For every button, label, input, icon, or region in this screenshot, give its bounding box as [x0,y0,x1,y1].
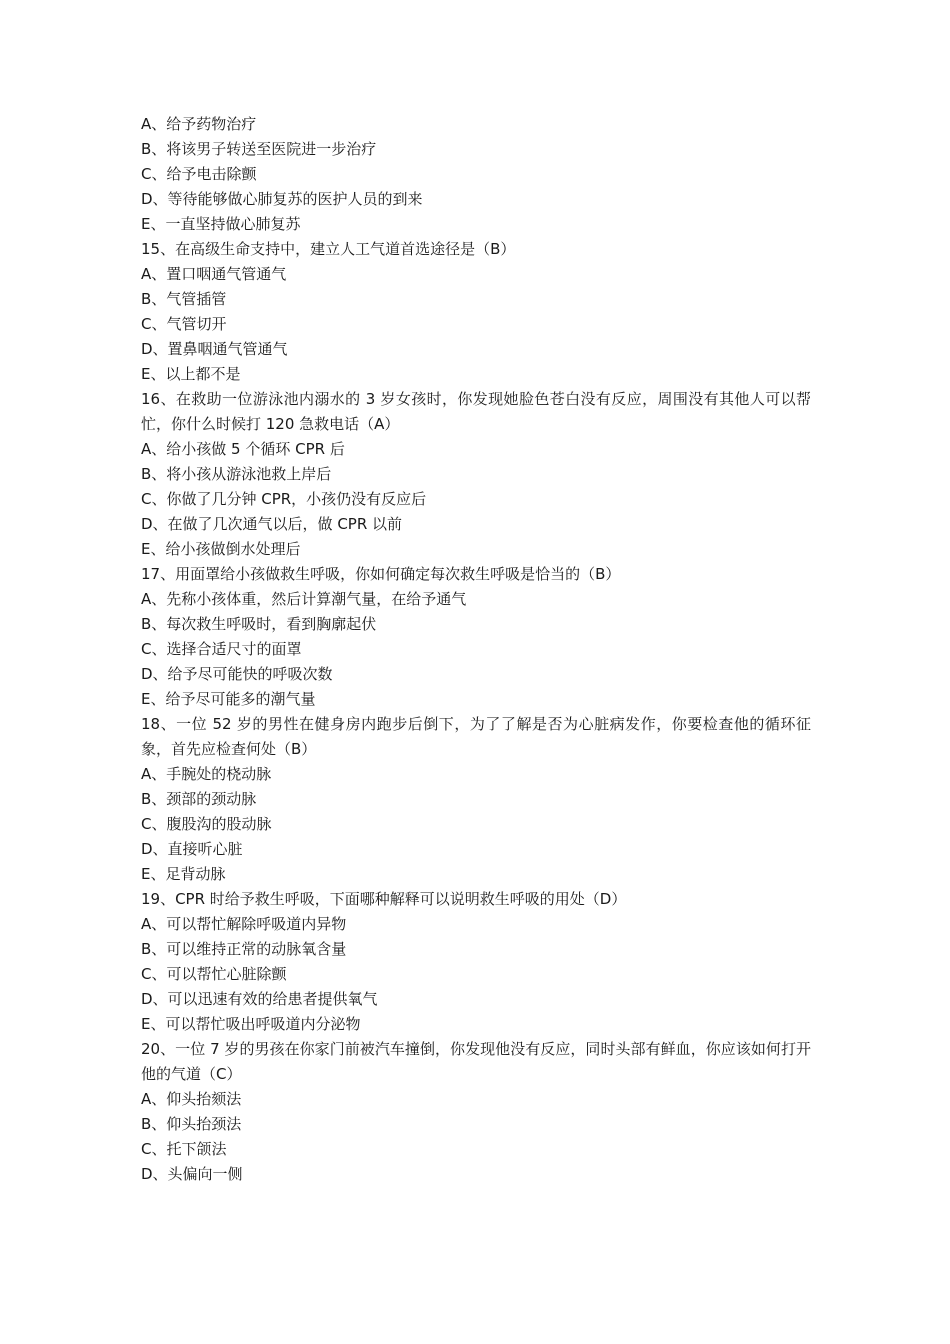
document-page [141,112,811,1187]
document-line: A、仰头抬颏法 [141,1090,242,1108]
document-line: A、置口咽通气管通气 [141,265,287,283]
document-line: C、选择合适尺寸的面罩 [141,640,302,658]
question-text: 20、一位 7 岁的男孩在你家门前被汽车撞倒，你发现他没有反应，同时头部有鲜血，你应该如何打开他的气道（C） [141,1040,811,1083]
document-line: C、托下颌法 [141,1140,227,1158]
question-text: 16、在救助一位游泳池内溺水的 3 岁女孩时，你发现她脸色苍白没有反应，周围没有其他人可以帮忙，你什么时候打 120 急救电话（A） [141,390,811,433]
document-line: A、可以帮忙解除呼吸道内异物 [141,915,347,933]
document-line: C、给予电击除颤 [141,165,257,183]
document-line: A、给小孩做 5 个循环 CPR 后 [141,440,345,458]
document-line: D、在做了几次通气以后，做 CPR 以前 [141,515,403,533]
document-line: 17、用面罩给小孩做救生呼吸，你如何确定每次救生呼吸是恰当的（B） [141,565,621,583]
document-line: A、先称小孩体重，然后计算潮气量，在给予通气 [141,590,467,608]
document-line: B、气管插管 [141,290,227,308]
document-line: D、可以迅速有效的给患者提供氧气 [141,990,378,1008]
document-line: B、仰头抬颈法 [141,1115,242,1133]
document-line: A、给予药物治疗 [141,115,257,133]
document-line: B、将小孩从游泳池救上岸后 [141,465,332,483]
document-line: E、以上都不是 [141,365,241,383]
document-line: E、给予尽可能多的潮气量 [141,690,316,708]
document-line: 19、CPR 时给予救生呼吸，下面哪种解释可以说明救生呼吸的用处（D） [141,890,627,908]
document-line: A、手腕处的桡动脉 [141,765,272,783]
document-line: E、给小孩做倒水处理后 [141,540,301,558]
document-line: E、足背动脉 [141,865,226,883]
document-line: C、可以帮忙心脏除颤 [141,965,287,983]
question-text: 18、一位 52 岁的男性在健身房内跑步后倒下，为了了解是否为心脏病发作，你要检查他的循环征象，首先应检查何处（B） [141,715,811,758]
document-line: E、一直坚持做心肺复苏 [141,215,301,233]
document-line: C、气管切开 [141,315,227,333]
document-line: E、可以帮忙吸出呼吸道内分泌物 [141,1015,361,1033]
document-line: D、头偏向一侧 [141,1165,243,1183]
document-line: D、等待能够做心肺复苏的医护人员的到来 [141,190,423,208]
document-line: 15、在高级生命支持中，建立人工气道首选途径是（B） [141,240,516,258]
document-line: D、给予尽可能快的呼吸次数 [141,665,333,683]
document-line: B、将该男子转送至医院进一步治疗 [141,140,377,158]
document-line: C、你做了几分钟 CPR，小孩仍没有反应后 [141,490,427,508]
document-line: D、置鼻咽通气管通气 [141,340,288,358]
document-line: C、腹股沟的股动脉 [141,815,272,833]
document-line: B、每次救生呼吸时，看到胸廓起伏 [141,615,377,633]
document-line: B、可以维持正常的动脉氧含量 [141,940,347,958]
document-line: D、直接听心脏 [141,840,243,858]
document-line: B、颈部的颈动脉 [141,790,257,808]
